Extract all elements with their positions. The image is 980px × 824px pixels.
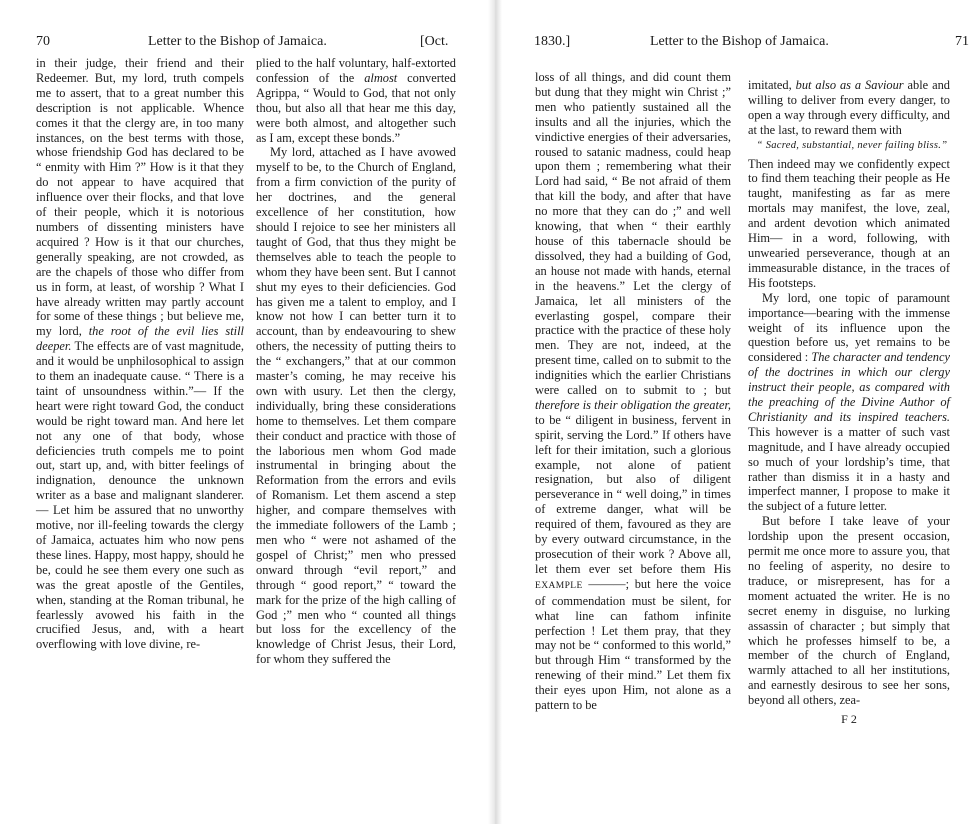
running-date: [Oct.: [420, 34, 449, 49]
text-column-1: [535, 70, 731, 713]
paragraph: plied to the half voluntary, half-extorted confession of the almost converted Agrippa, “ Would to God, that not only thou, but also all that hear me this day, were both almost, and altogether such as I am, except these bonds.”: [256, 56, 456, 145]
signature-mark: F 2: [841, 712, 857, 727]
text-column-1: [36, 56, 244, 652]
text-column-2: [748, 78, 950, 727]
paragraph: My lord, one topic of paramount importance—bearing with the immense weight of its influence upon the question before us, yet remains to be considered : The character and tendency of the doctrines in which our clergy instruct their people, as compared with the preaching of the Divine Author of Christianity and its inspired teachers. This however is a matter of such vast magnitude, and I have already occupied so much of your lordship’s time, that rather than dismiss it in a hasty and imperfect manner, I propose to make it the subject of a future letter.: [748, 290, 951, 514]
paragraph: My lord, attached as I have avowed myself to be, to the Church of England, from a firm conviction of the purity of her doctrines, and the general excellence of her constitution, how should I rejoice to see her ministers all taught of God, that thus they might be themselves able to teach the people to whom they have been sent. But I cannot shut my eyes to their deficiencies. God has given me a talent to employ, and I know not how I can better turn it to account, than by endeavouring to shew others, the necessity of putting theirs to the “ exchangers,” that at our common master’s coming, he may receive his own with usury. Let then the clergy, individually, bring these considerations home to themselves. Let them compare their conduct and practice with those of the laborious men whom God made instrumental in bringing about the Reformation from the errors and evils of Romanism. Let them ascend a step higher, and compare themselves with the immediate followers of the Lamb ; men who “ were not ashamed of the gospel of Christ;” men who pressed onward through “evil report,” and through “ good report,” “ toward the mark for the prize of the high calling of God ;” men who “ counted all things but loss for the excellency of the knowledge of Christ Jesus, their Lord, for whom they suffered the: [256, 145, 456, 667]
paragraph: loss of all things, and did count them but dung that they might win Christ ;” men who patiently sustained all the insults and all the injuries, which the vindictive energies of their adversaries, roused to satanic madness, could heap upon them ; remembering what their Lord had said, “ Be not afraid of them that kill the body, and after that have no more that they can do ;” and well knowing, that when “ their earthly house of this tabernacle should be dissolved, they had a building of God, an house not made with hands, eternal in the heavens.” Let the clergy of Jamaica, let all ministers of the everlasting gospel, compare their practice with the practice of these holy men. They are not, indeed, at the present time, called on to submit to the indignities which the earlier Christians were called on to submit to ; but therefore is their obligation the greater, to be “ diligent in business, fervent in spirit, serving the Lord.” If others have left for their imitation, such a glorious example, not alone of patient resignation, but also of diligent perseverance in “ well doing,” in times of extreme danger, what will be required of them, favoured as they are by every outward circumstance, in the prosecution of their work ? Above all, let them ever set before them His EXAMPLE ———; but here the voice of commendation must be silent, for what line can fathom infinite perfection ! Let them pray, that they may not be “ conformed to this world,” but through Him “ transformed by the renewing of their mind.” Let them fix their eyes upon Him, not alone as a pattern to be: [535, 70, 731, 713]
paragraph: imitated, but also as a Saviour able and willing to deliver from every danger, to open a way through every difficulty, and at the last, to reward them with: [748, 78, 950, 137]
example-word: EXAMPLE: [535, 580, 583, 591]
paragraph: in their judge, their friend and their Redeemer. But, my lord, truth compels me to assert, that to a great number this description is not applicable. Whence comes it that the clergy are, in too many instances, on the best terms with those, whose friendship God has declared to be “ enmity with Him ?” How is it that they do not appear to have acquired that influence over their flocks, and that love of their people, which it is notorious numbers of dissenting ministers have acquired ? How is it that our churches, generally speaking, are not crowded, as are the chapels of those who differ from us in form, at least, of worship ? What I have already written may partly account for some of these things ; but believe me, my lord, the root of the evil lies still deeper. The effects are of vast magnitude, and it would be unphilosophical to assign to them an inadequate cause. “ There is a taint of unsoundness within.”— If the heart were right toward God, the conduct would be right toward man. And here let not any one of that body, whose deficiencies truth compels me to point out, start up, and, with bitter feelings of indignation, denounce the unknown writer as a base and malignant slanderer.— Let him be assured that no unworthy motive, nor ill-feeling towards the clergy of Jamaica, actuates him who now pens these lines. Happy, most happy, should he be, could he see them every one such as was the great apostle of the Gentiles, when, standing at the Roman tribunal, he fearlessly avowed his faith in the crucified Jesus, and, with a heart overflowing with love divine, re-: [36, 56, 244, 652]
paragraph: But before I take leave of your lordship upon the present occasion, permit me once more to assure you, that no feeling of asperity, no desire to traduce, or misrepresent, has for a moment actuated the writer. He is no secret enemy in disguise, no lurking assassin of character ; but simply that which he professes himself to be, a member of the church of England, warmly attached to all her institutions, and earnestly desirous to see her sons, beyond all others, zea-: [748, 514, 950, 708]
emphasis: but also as a Saviour: [795, 78, 904, 92]
running-date: 1830.]: [534, 34, 571, 49]
example-dash: ———: [588, 576, 626, 591]
running-title: Letter to the Bishop of Jamaica.: [650, 34, 829, 49]
emphasis: The character and tendency of the doctrines in which our clergy instruct their people, as compared with the preaching of the Divine Author of Christianity and its inspired teachers.: [748, 350, 951, 424]
text-column-2: [256, 56, 456, 667]
emphasis: the root of the evil lies still deeper.: [36, 324, 244, 354]
paragraph: Then indeed may we confidently expect to find them teaching their people as He taught, manifesting as far as mere mortals may manifest, the love, zeal, and ardent devotion which animated Him— in a word, following, with unwearied perseverance, though at an immeasurable distance, in the traces of His footsteps.: [748, 156, 950, 290]
emphasis: almost: [364, 70, 398, 85]
right-page: [500, 0, 980, 824]
running-title: Letter to the Bishop of Jamaica.: [148, 34, 327, 49]
emphasis: therefore is their obligation the greater,: [535, 397, 731, 412]
page-number: 71: [955, 34, 969, 49]
quotation: “ Sacred, substantial, never failing bliss.”: [756, 139, 948, 151]
page-number: 70: [36, 34, 50, 49]
